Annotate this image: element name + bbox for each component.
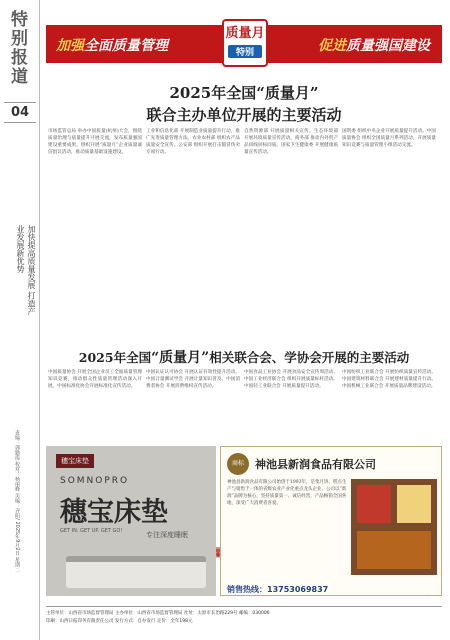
sidebar-slogan: 加快提高质量发展 打造产业发展新优势 <box>16 225 36 316</box>
product-image <box>357 485 391 523</box>
food-company-name: 神池县新润食品有限公司 <box>255 458 376 471</box>
title-mark: “质量月” <box>151 350 210 366</box>
mattress-image <box>66 556 206 588</box>
sales-hotline: 销售热线：13753069837 <box>227 585 329 594</box>
sidebar <box>0 0 40 640</box>
banner-left-main: 全面质量管理 <box>84 38 168 54</box>
banner-right-prefix: 促进 <box>318 38 346 54</box>
header-banner <box>46 25 442 63</box>
mattress-tagline-en: GET IN. GET UP. GET GO! <box>60 528 123 534</box>
article-column: 自然资源部 开展质量相关宣传。生态环境部 开展环境质量宣传活动。商务部 推动内外贸产品同线同标同质。国家卫生健康委 开展健康质量宣传活动。 <box>244 129 338 155</box>
mattress-brand-cn: 穗宝床垫 <box>60 497 168 528</box>
sidebar-meta: 责编：郭勤霞 校对：杨丽峰 美编：齐阳/ 2025年9月2日 星期二 <box>14 430 20 573</box>
page-number: 04 <box>4 102 36 123</box>
banner-left-prefix: 加强 <box>56 38 84 54</box>
article-column: 国资委 组织中央企业开展质量提升活动。中国质量协会 组织全国质量月系列活动，开展质量知识竞赛与质量管理小组活动交流。 <box>342 129 436 148</box>
article-column: 中国认证认可协会 开展认证有效性提升活动。中国计量测试学会 开展计量知识普及。中国消费者协会 开展消费维权宣传活动。 <box>146 370 240 389</box>
logo-main-text: 质量月 <box>225 26 265 41</box>
product-image <box>357 531 431 569</box>
ad-food-company[interactable] <box>220 446 442 596</box>
food-company-logo: 商标 <box>227 453 249 475</box>
title-prefix: 2025年全国 <box>78 350 152 365</box>
footer <box>46 606 442 636</box>
banner-right-main: 质量强国建设 <box>346 38 430 54</box>
article-column: 中国质量协会 开展全国企业员工全面质量管理知识竞赛，推动群众性质量管理活动深入开展。中国标准化协会开展标准化宣传活动。 <box>48 370 142 389</box>
section-title: 特别报道 <box>7 10 27 86</box>
food-company-description: 神池县新润食品有限公司始创于1993年，是集月饼、糕点生产与销售于一体的省级农业产业化重点龙头企业。公司以“新润”品牌为核心，坚持质量第一、诚信经营，产品畅销全国各地，深受广大消费者喜爱。 <box>227 480 347 506</box>
article-title-line1: 2025年全国“质量月” <box>169 84 319 102</box>
banner-slogan-right <box>318 35 430 55</box>
mattress-brand-logo: 穗宝床垫 <box>56 454 94 468</box>
article-column: 工业和信息化部 开展制造业质量提升行动，推广先进质量管理方法。农业农村部 组织农产品质量安全宣传。公安部 组织开展打击假冒伪劣专项行动。 <box>146 129 240 155</box>
ad-mattress[interactable] <box>46 446 216 596</box>
article-secondary-title <box>46 347 442 367</box>
banner-slogan-left <box>56 35 168 55</box>
article-main <box>46 70 442 350</box>
title-suffix: 相关联合会、学协会开展的主要活动 <box>209 350 410 365</box>
logo-sub-text: 特别 <box>228 45 262 58</box>
mattress-tagline-cn: 专注深度睡眠 <box>146 531 188 539</box>
quality-month-logo <box>222 19 268 67</box>
footer-line: 主管单位：山西省市场监督管理局 主办单位：山西省市场监督管理局 社址：太原市长治路229号 邮编：030006 <box>46 611 270 616</box>
article-column: 中国纺织工业联合会 开展纺织质量宣传活动。中国建筑材料联合会 开展建材质量提升行动。中国机械工业联合会 开展质量品牌建设活动。 <box>342 370 436 389</box>
footer-line: 印刷：山西日报印务有限责任公司 发行方式：自办发行 定价：全年198元 <box>46 619 193 624</box>
product-image <box>397 485 431 523</box>
article-column: 市场监管总局 举办中国质量(杭州)大会，围绕质量治理与质量提升开展交流，发布质量强国建设重要成果。组织开展“质量月”企业质量诚信倡议活动，推动质量基础设施建设。 <box>48 129 142 155</box>
article-column: 中国食品工业协会 开展食品安全宣传周活动。中国工业经济联合会 组织开展质量标杆活动。中国轻工业联合会 开展质量提升活动。 <box>244 370 338 389</box>
product-photos <box>351 479 437 575</box>
article-title-line2: 联合主办单位开展的主要活动 <box>146 106 342 124</box>
mattress-brand-en: SOMNOPRO <box>60 476 130 486</box>
